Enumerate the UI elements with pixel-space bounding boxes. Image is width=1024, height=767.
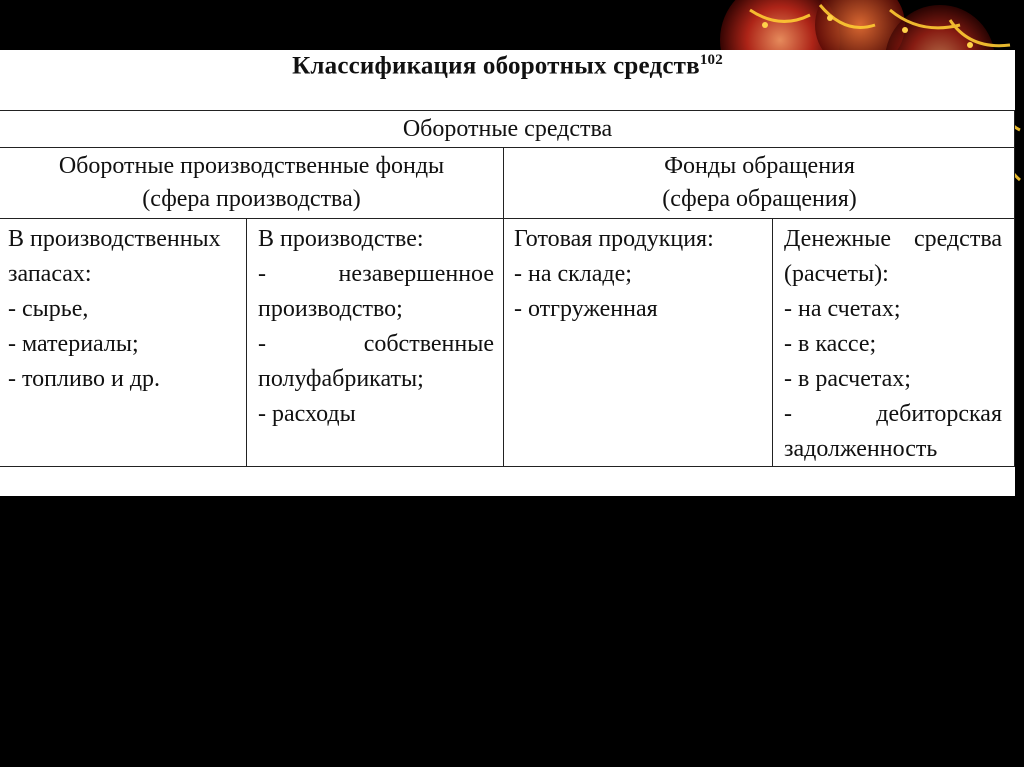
cell-line: - отгруженная [514,296,658,322]
cell-line [784,222,1002,257]
cell-line: полуфабрикаты; [258,366,424,392]
cell-line: запасах: [8,261,92,287]
cell-line: Готовая продукция: [514,226,714,252]
cell-line: - в кассе; [784,331,877,357]
group-circulation-line2: (сфера обращения) [662,186,857,212]
cell-line [784,397,1002,432]
header-main [0,112,1015,147]
cell-line [258,327,494,362]
cell-line: (расчеты): [784,261,889,287]
cell-line: - топливо и др. [8,366,161,392]
cell-line: задолженность [784,436,938,462]
group-production-line1: Оборотные производственные фонды [58,153,445,179]
cell-cash [784,222,1002,467]
cell-word: Денежные [784,226,892,252]
cell-word: дебиторская [876,401,1002,427]
cell-production-stocks [8,222,240,397]
table-divider-groups [0,218,1015,219]
cell-line: В производстве: [258,226,424,252]
cell-dash: - [258,331,266,357]
group-circulation-header [504,150,1015,216]
cell-line: - расходы [258,401,356,427]
cell-in-production [258,222,494,432]
cell-line: - на счетах; [784,296,901,322]
table-divider-col1 [246,218,247,467]
cell-line: В производственных [8,226,221,252]
cell-finished-goods [514,222,766,327]
header-main-text: Оборотные средства [402,116,613,142]
cell-dash: - [258,261,266,287]
cell-word: собственные [363,331,494,357]
cell-word: незавершенное [338,261,494,287]
group-production-header [0,150,503,216]
cell-dash: - [784,401,792,427]
group-production-line2: (сфера производства) [142,186,361,212]
title-footnote: 102 [699,52,723,68]
table-border-top [0,110,1015,111]
cell-word: средства [913,226,1002,252]
title-text: Классификация оборотных средств [292,52,700,80]
cell-line: - сырье, [8,296,89,322]
document-title [0,52,1015,80]
table-divider-header [0,147,1015,148]
cell-line: - на складе; [514,261,632,287]
group-circulation-line1: Фонды обращения [664,153,855,179]
cell-line: производство; [258,296,403,322]
cell-line [258,257,494,292]
cell-line: - в расчетах; [784,366,911,392]
table-divider-col3 [772,218,773,467]
cell-line: - материалы; [8,331,139,357]
